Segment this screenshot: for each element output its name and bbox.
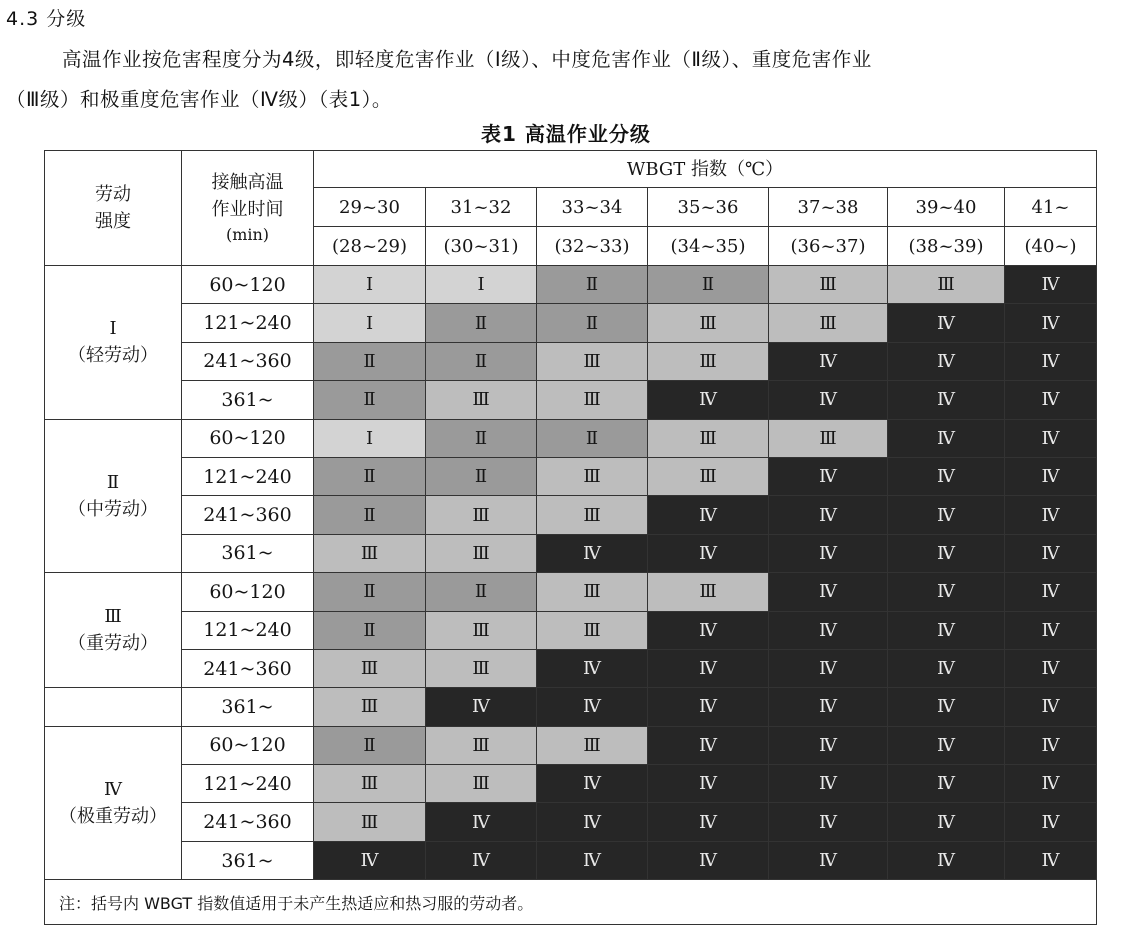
grade-cell: Ⅳ xyxy=(888,803,1005,841)
exposure-time-cell: 361~ xyxy=(182,381,314,419)
labor-header-line1: 劳动 xyxy=(95,184,131,205)
grade-cell: Ⅱ xyxy=(314,726,426,764)
grade-cell: Ⅰ xyxy=(426,266,537,304)
grade-cell: Ⅱ xyxy=(314,381,426,419)
section-heading: 4.3 分级 xyxy=(6,8,87,30)
labor-level-label xyxy=(45,726,182,880)
table-row xyxy=(45,381,1097,419)
grade-cell: Ⅳ xyxy=(888,649,1005,687)
grade-cell: Ⅳ xyxy=(1005,841,1097,879)
grade-cell: Ⅳ xyxy=(537,534,648,572)
grade-cell: Ⅲ xyxy=(648,342,769,380)
grade-cell: Ⅳ xyxy=(888,381,1005,419)
grade-cell: Ⅳ xyxy=(648,803,769,841)
grade-cell: Ⅰ xyxy=(314,266,426,304)
grade-cell: Ⅳ xyxy=(648,649,769,687)
exposure-time-cell: 60~120 xyxy=(182,266,314,304)
grade-cell: Ⅳ xyxy=(537,803,648,841)
grade-cell: Ⅲ xyxy=(426,726,537,764)
exposure-time-cell: 60~120 xyxy=(182,419,314,457)
table-row xyxy=(45,304,1097,342)
grade-cell: Ⅲ xyxy=(426,649,537,687)
grade-cell: Ⅳ xyxy=(648,765,769,803)
grade-cell: Ⅲ xyxy=(314,803,426,841)
labor-level-name: （轻劳动） xyxy=(68,345,158,367)
table-row xyxy=(45,649,1097,687)
grade-cell: Ⅳ xyxy=(769,688,888,726)
grade-cell: Ⅳ xyxy=(769,381,888,419)
time-header-unit: (min) xyxy=(225,225,270,244)
grade-cell: Ⅳ xyxy=(1005,266,1097,304)
grade-cell: Ⅲ xyxy=(888,266,1005,304)
grade-cell: Ⅲ xyxy=(426,765,537,803)
grade-cell: Ⅲ xyxy=(314,765,426,803)
grade-cell: Ⅲ xyxy=(769,266,888,304)
grade-cell: Ⅲ xyxy=(769,419,888,457)
grading-table xyxy=(44,150,1097,925)
grade-cell: Ⅱ xyxy=(314,457,426,495)
grade-cell: Ⅳ xyxy=(888,688,1005,726)
labor-header-line2: 强度 xyxy=(95,211,131,232)
grade-cell: Ⅳ xyxy=(648,726,769,764)
table-row xyxy=(45,611,1097,649)
table-row xyxy=(45,688,1097,726)
wbgt-range-alt-header: (30~31) xyxy=(426,227,537,266)
grade-cell: Ⅳ xyxy=(769,534,888,572)
wbgt-range-header: 41~ xyxy=(1005,188,1097,227)
grade-cell: Ⅳ xyxy=(769,342,888,380)
grading-table-container xyxy=(44,150,1096,942)
table-row xyxy=(45,266,1097,304)
exposure-time-cell: 60~120 xyxy=(182,726,314,764)
grade-cell: Ⅲ xyxy=(537,611,648,649)
wbgt-range-header: 35~36 xyxy=(648,188,769,227)
grade-cell: Ⅳ xyxy=(1005,765,1097,803)
grade-cell: Ⅱ xyxy=(537,266,648,304)
grade-cell: Ⅳ xyxy=(314,841,426,879)
grade-cell: Ⅳ xyxy=(648,611,769,649)
grade-cell: Ⅳ xyxy=(769,573,888,611)
grade-cell: Ⅲ xyxy=(314,534,426,572)
grade-cell: Ⅳ xyxy=(1005,496,1097,534)
grade-cell: Ⅳ xyxy=(1005,611,1097,649)
table-row xyxy=(45,726,1097,764)
grade-cell: Ⅳ xyxy=(537,649,648,687)
wbgt-range-alt-header: (32~33) xyxy=(537,227,648,266)
wbgt-range-alt-header: (34~35) xyxy=(648,227,769,266)
grade-cell: Ⅳ xyxy=(537,841,648,879)
grade-cell: Ⅳ xyxy=(1005,573,1097,611)
grade-cell: Ⅳ xyxy=(648,381,769,419)
labor-level-label xyxy=(45,419,182,573)
grade-cell: Ⅳ xyxy=(1005,381,1097,419)
labor-level: Ⅳ xyxy=(104,778,122,800)
grade-cell: Ⅳ xyxy=(888,611,1005,649)
paragraph-line-1: 高温作业按危害程度分为4级，即轻度危害作业（Ⅰ级）、中度危害作业（Ⅱ级）、重度危害作业 xyxy=(62,48,872,71)
grade-cell: Ⅳ xyxy=(769,457,888,495)
grade-cell: Ⅲ xyxy=(648,457,769,495)
grade-cell: Ⅲ xyxy=(648,573,769,611)
grade-cell: Ⅳ xyxy=(1005,688,1097,726)
wbgt-range-header: 29~30 xyxy=(314,188,426,227)
grade-cell: Ⅲ xyxy=(537,496,648,534)
table-row xyxy=(45,803,1097,841)
labor-level-name: （重劳动） xyxy=(68,633,158,655)
blank-label-cell xyxy=(45,688,182,726)
grade-cell: Ⅲ xyxy=(769,304,888,342)
grade-cell: Ⅳ xyxy=(888,573,1005,611)
grade-cell: Ⅳ xyxy=(1005,457,1097,495)
exposure-time-cell: 121~240 xyxy=(182,304,314,342)
grade-cell: Ⅱ xyxy=(537,304,648,342)
table-row xyxy=(45,573,1097,611)
grade-cell: Ⅳ xyxy=(648,841,769,879)
grade-cell: Ⅲ xyxy=(537,457,648,495)
grade-cell: Ⅳ xyxy=(888,457,1005,495)
grade-cell: Ⅳ xyxy=(888,496,1005,534)
grade-cell: Ⅳ xyxy=(888,419,1005,457)
labor-level-name: （极重劳动） xyxy=(59,805,167,827)
labor-level-name: （中劳动） xyxy=(68,498,158,520)
grade-cell: Ⅱ xyxy=(426,342,537,380)
table-row xyxy=(45,419,1097,457)
grade-cell: Ⅳ xyxy=(769,496,888,534)
wbgt-range-header: 37~38 xyxy=(769,188,888,227)
exposure-time-cell: 361~ xyxy=(182,688,314,726)
wbgt-range-alt-header: (38~39) xyxy=(888,227,1005,266)
grade-cell: Ⅳ xyxy=(1005,342,1097,380)
grade-cell: Ⅲ xyxy=(426,534,537,572)
table-row xyxy=(45,496,1097,534)
wbgt-range-alt-header: (36~37) xyxy=(769,227,888,266)
exposure-time-cell: 241~360 xyxy=(182,649,314,687)
exposure-time-cell: 241~360 xyxy=(182,342,314,380)
table-row xyxy=(45,534,1097,572)
grade-cell: Ⅳ xyxy=(769,841,888,879)
grade-cell: Ⅳ xyxy=(888,841,1005,879)
wbgt-header: WBGT 指数（℃） xyxy=(314,151,1097,188)
labor-intensity-header xyxy=(45,151,182,266)
exposure-time-cell: 361~ xyxy=(182,534,314,572)
grade-cell: Ⅲ xyxy=(648,304,769,342)
grade-cell: Ⅳ xyxy=(769,611,888,649)
grade-cell: Ⅳ xyxy=(1005,803,1097,841)
grade-cell: Ⅳ xyxy=(1005,726,1097,764)
grade-cell: Ⅳ xyxy=(769,726,888,764)
labor-level-label xyxy=(45,266,182,420)
grade-cell: Ⅲ xyxy=(426,496,537,534)
grade-cell: Ⅰ xyxy=(314,304,426,342)
labor-level: Ⅲ xyxy=(104,606,122,628)
grade-cell: Ⅲ xyxy=(426,611,537,649)
labor-level-label xyxy=(45,573,182,688)
table-note: 注：括号内 WBGT 指数值适用于未产生热适应和热习服的劳动者。 xyxy=(45,880,1097,925)
exposure-time-cell: 361~ xyxy=(182,841,314,879)
grade-cell: Ⅳ xyxy=(426,688,537,726)
wbgt-range-header: 31~32 xyxy=(426,188,537,227)
grade-cell: Ⅳ xyxy=(1005,649,1097,687)
grade-cell: Ⅳ xyxy=(426,803,537,841)
wbgt-range-alt-header: (40~) xyxy=(1005,227,1097,266)
wbgt-range-header: 39~40 xyxy=(888,188,1005,227)
grade-cell: Ⅲ xyxy=(537,726,648,764)
grade-cell: Ⅱ xyxy=(648,266,769,304)
grade-cell: Ⅱ xyxy=(314,573,426,611)
grade-cell: Ⅳ xyxy=(537,688,648,726)
grade-cell: Ⅳ xyxy=(1005,534,1097,572)
wbgt-range-header: 33~34 xyxy=(537,188,648,227)
table-caption: 表1 高温作业分级 xyxy=(481,122,651,146)
grade-cell: Ⅳ xyxy=(1005,304,1097,342)
grade-cell: Ⅳ xyxy=(769,649,888,687)
grade-cell: Ⅲ xyxy=(648,419,769,457)
time-header-line2: 作业时间 xyxy=(211,199,284,220)
exposure-time-header xyxy=(182,151,314,266)
wbgt-range-alt-header: (28~29) xyxy=(314,227,426,266)
grade-cell: Ⅰ xyxy=(314,419,426,457)
grade-cell: Ⅳ xyxy=(888,342,1005,380)
exposure-time-cell: 121~240 xyxy=(182,457,314,495)
grade-cell: Ⅳ xyxy=(888,534,1005,572)
grade-cell: Ⅱ xyxy=(314,342,426,380)
grade-cell: Ⅱ xyxy=(537,419,648,457)
grade-cell: Ⅳ xyxy=(888,726,1005,764)
grade-cell: Ⅲ xyxy=(537,342,648,380)
grade-cell: Ⅱ xyxy=(426,573,537,611)
grade-cell: Ⅳ xyxy=(769,803,888,841)
paragraph-line-2: （Ⅲ级）和极重度危害作业（Ⅳ级）（表1）。 xyxy=(6,88,392,111)
exposure-time-cell: 241~360 xyxy=(182,496,314,534)
grade-cell: Ⅳ xyxy=(1005,419,1097,457)
table-row xyxy=(45,841,1097,879)
grade-cell: Ⅳ xyxy=(426,841,537,879)
exposure-time-cell: 121~240 xyxy=(182,611,314,649)
time-header-line1: 接触高温 xyxy=(211,172,284,193)
grade-cell: Ⅲ xyxy=(537,381,648,419)
grade-cell: Ⅳ xyxy=(888,765,1005,803)
grade-cell: Ⅳ xyxy=(648,688,769,726)
exposure-time-cell: 60~120 xyxy=(182,573,314,611)
table-row xyxy=(45,457,1097,495)
labor-level: Ⅱ xyxy=(106,471,120,493)
grade-cell: Ⅱ xyxy=(426,304,537,342)
grade-cell: Ⅲ xyxy=(426,381,537,419)
grade-cell: Ⅱ xyxy=(426,457,537,495)
grade-cell: Ⅱ xyxy=(314,496,426,534)
grade-cell: Ⅱ xyxy=(314,611,426,649)
grade-cell: Ⅳ xyxy=(648,534,769,572)
grade-cell: Ⅲ xyxy=(537,573,648,611)
exposure-time-cell: 241~360 xyxy=(182,803,314,841)
exposure-time-cell: 121~240 xyxy=(182,765,314,803)
grade-cell: Ⅳ xyxy=(648,496,769,534)
grade-cell: Ⅳ xyxy=(769,765,888,803)
grade-cell: Ⅳ xyxy=(537,765,648,803)
grade-cell: Ⅲ xyxy=(314,649,426,687)
grade-cell: Ⅳ xyxy=(888,304,1005,342)
table-row xyxy=(45,342,1097,380)
labor-level: Ⅰ xyxy=(109,318,117,340)
table-row xyxy=(45,765,1097,803)
grade-cell: Ⅲ xyxy=(314,688,426,726)
grade-cell: Ⅱ xyxy=(426,419,537,457)
